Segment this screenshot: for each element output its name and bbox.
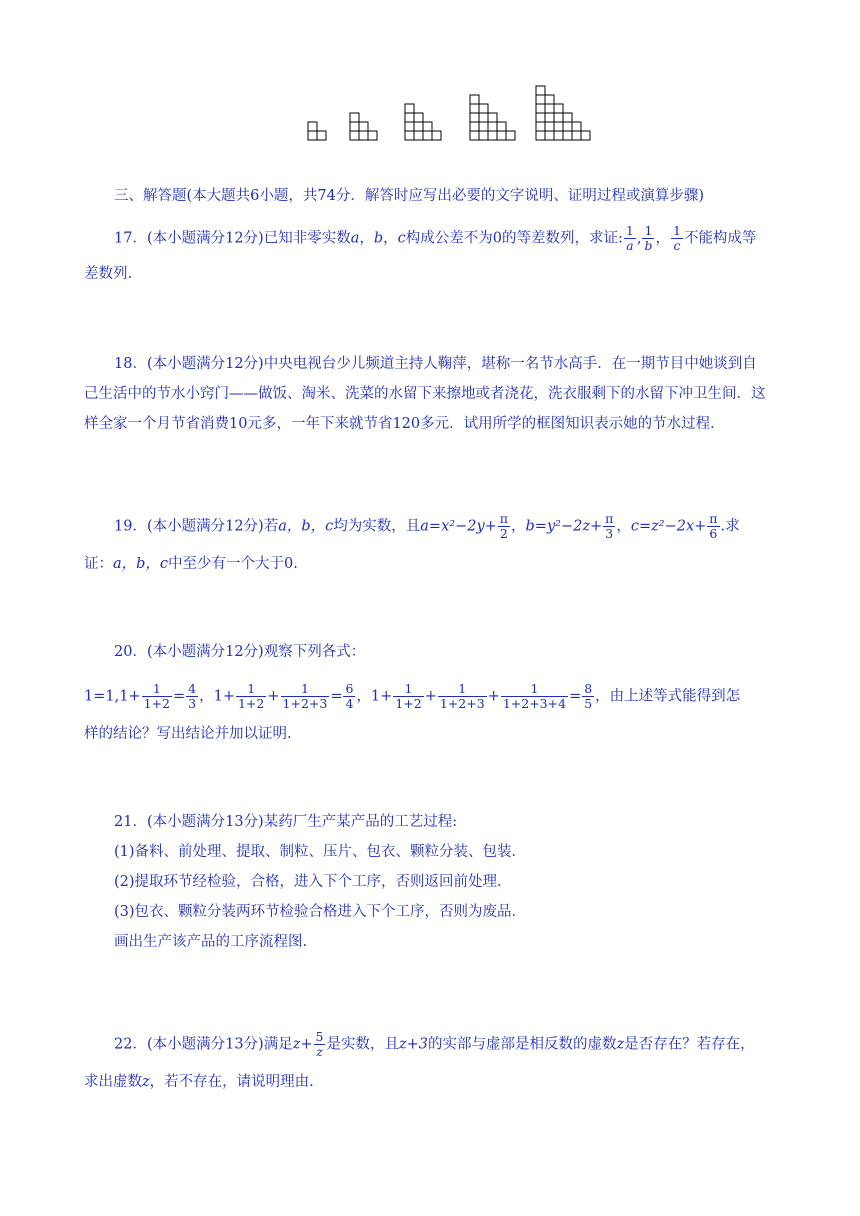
grid-square [470,122,479,131]
grid-square [405,122,414,131]
grid-square [470,113,479,122]
q19-expr-c: c=z²−2x+ [630,518,707,535]
q22-line2-var-z: z [142,1074,150,1090]
grid-square [563,122,572,131]
q20-eq-text-3: ，1+ [356,688,393,705]
q18-line1: 18．(本小题满分12分)中央电视台少儿频道主持人鞠萍，堪称一名节水高手．在一期节目中她谈到自 [114,356,757,372]
grid-square [308,122,317,131]
frac-denominator: b [644,238,653,253]
grid-square [423,131,432,140]
frac-numerator: π [499,511,509,526]
frac-denominator: 3 [605,526,614,541]
frac-numerator: π [709,511,718,526]
q17-fraction-1-over-a [624,224,636,253]
q20-eq1: = [172,688,186,705]
frac-denominator: 1+2 [395,696,422,711]
grid-square [470,95,479,104]
q19-line2-text-1: 证： [84,556,113,572]
q20-eq-text-1: 1=1,1+ [84,688,141,705]
grid-square [414,131,423,140]
frac-numerator: 4 [188,681,197,696]
grid-square [479,122,488,131]
frac-denominator: z [316,1044,323,1059]
q19-fraction-pi-over-2 [498,512,510,541]
grid-square [545,131,554,140]
q17-text-1: 17．(本小题满分12分)已知非零实数 [114,230,351,247]
q18-line3: 样全家一个月节省消费10元多，一年下来就节省120多元．试用所学的框图知识表示她的节水过程． [84,416,725,432]
grid-square [572,131,581,140]
q19-line2-vars: a，b，c [113,556,169,572]
grid-square [488,113,497,122]
grid-square [497,131,506,140]
frac-numerator: 1 [501,682,568,697]
grid-square [488,122,497,131]
grid-square [488,131,497,140]
grid-square [563,113,572,122]
frac-numerator: 5 [315,1029,324,1044]
q19-text-3: .求 [720,518,740,535]
q19-sep-a: ， [511,518,526,535]
staircase-figure-3 [350,113,377,140]
q21-line5: 画出生产该产品的工序流程图. [114,934,308,950]
grid-square [536,104,545,113]
q20-equations [84,682,740,711]
staircase-figure-2 [308,122,326,140]
q22-fraction-5-over-z [314,1030,326,1059]
q22-text-3: 的实部与虚部是相反数的虚数 [427,1036,617,1053]
grid-square [536,95,545,104]
q20-result-a [186,682,198,711]
grid-square [470,104,479,113]
q20-frac-b1 [236,682,266,711]
grid-square [359,122,368,131]
q17-var-a: a [350,230,360,247]
q20-result-b [343,682,355,711]
grid-square [432,131,441,140]
grid-square [423,122,432,131]
q22-line2-text-1: 求出虚数 [84,1074,142,1090]
frac-numerator: 6 [345,681,354,696]
frac-denominator: 2 [499,526,508,541]
q20-line3: 样的结论？写出结论并加以证明. [84,726,292,742]
grid-square [350,122,359,131]
frac-denominator: 1+2+3 [282,696,328,711]
frac-denominator: a [626,238,634,253]
frac-denominator: 4 [345,696,354,711]
q22-line2 [84,1072,314,1092]
q17-comma2: ， [655,230,670,247]
q19-fraction-pi-over-6 [707,512,719,541]
frac-denominator: 1+2 [143,696,170,711]
grid-square [308,131,317,140]
grid-square [414,122,423,131]
grid-square [536,113,545,122]
frac-denominator: 6 [709,526,718,541]
grid-square [581,131,590,140]
grid-square [350,131,359,140]
grid-square [479,113,488,122]
q22-expr-z-plus-3: z+3 [398,1036,428,1053]
q19-sep-b: ， [616,518,631,535]
q20-plus2: + [424,688,437,705]
q19-expr-a: a=x²−2y+ [420,518,497,535]
grid-square [536,86,545,95]
grid-square [545,95,554,104]
q21-line3: (2)提取环节经检验，合格，进入下个工序，否则返回前处理． [114,874,512,890]
q22-text-1: 22．(本小题满分13分)满足 [114,1036,293,1053]
grid-square [368,131,377,140]
staircase-square-figures [300,80,600,144]
q20-plus3: + [487,688,500,705]
frac-denominator: 1+2+3 [439,696,485,711]
q22-text-4: 是否存在？若存在， [624,1036,755,1053]
q21-line1: 21．(本小题满分13分)某药厂生产某产品的工艺过程: [114,814,458,830]
q21-line2: (1)备料、前处理、提取、制粒、压片、包衣、颗粒分装、包装． [114,844,527,860]
q20-frac-a [142,682,172,711]
grid-square [545,122,554,131]
q18-line2: 己生活中的节水小窍门——做饭、淘米、洗菜的水留下来擦地或者浇花，洗衣服剩下的水留下冲卫生间．这 [84,386,766,402]
q22-expr-z: z+ [292,1036,313,1053]
q19-vars: a，b，c [278,518,334,535]
q17-fraction-1-over-b [642,224,654,253]
frac-numerator: 1 [236,682,266,697]
grid-square [554,113,563,122]
q20-frac-c1 [393,682,423,711]
frac-numerator: 1 [438,682,487,697]
q17-line2: 差数列. [84,266,133,282]
q17-sep1: ， [359,230,374,247]
frac-numerator: 8 [584,681,593,696]
q17-comma1: , [636,230,642,247]
section-header: 三、解答题(本大题共6小题，共74分．解答时应写出必要的文字说明、证明过程或演算步骤) [114,188,704,204]
grid-square [359,131,368,140]
q19-expr-b: b=y²−2z+ [525,518,603,535]
grid-square [497,122,506,131]
q19-fraction-pi-over-3 [603,512,615,541]
grid-square [479,104,488,113]
frac-denominator: 1+2+3+4 [502,696,567,711]
q20-eq-text-2: ，1+ [199,688,235,705]
frac-numerator: 1 [672,223,681,238]
grid-square [414,113,423,122]
q20-plus1: + [267,688,280,705]
grid-square [317,131,326,140]
q17-text-2: 构成公差不为0的等差数列，求证: [405,230,623,247]
staircase-figure-5 [470,95,515,140]
frac-numerator: 1 [281,682,330,697]
q22-line2-text-2: ，若不存在，请说明理由. [149,1074,314,1090]
frac-numerator: 1 [142,682,172,697]
q20-eq2: = [330,688,343,705]
grid-square [350,113,359,122]
q20-line1: 20．(本小题满分12分)观察下列各式： [114,644,366,660]
frac-denominator: c [673,238,681,253]
frac-numerator: 1 [642,224,654,239]
q21-line4: (3)包衣、颗粒分装两环节检验合格进入下个工序，否则为废品． [114,904,527,920]
grid-square [572,122,581,131]
q20-eq-text-4: ，由上述等式能得到怎 [595,688,741,705]
q19-line2-text-2: 中至少有一个大于0. [168,556,298,572]
frac-numerator: 1 [393,682,423,697]
q20-frac-c2 [438,682,487,711]
staircase-figure-4 [405,104,441,140]
grid-square [545,113,554,122]
grid-square [405,113,414,122]
q20-result-c [582,682,594,711]
grid-square [405,131,414,140]
grid-square [554,131,563,140]
q17-line1 [114,224,756,253]
q20-frac-c3 [501,682,568,711]
q22-line1 [114,1030,755,1059]
q22-text-2: 是实数，且 [326,1036,399,1053]
q19-line1 [114,512,740,541]
q19-text-2: 均为实数，且 [333,518,421,535]
grid-square [554,122,563,131]
grid-square [479,131,488,140]
grid-square [506,131,515,140]
q17-sep2: ， [383,230,398,247]
grid-square [554,104,563,113]
grid-square [536,122,545,131]
q17-text-3: 不能构成等 [683,230,757,247]
q17-var-c: c [397,230,406,247]
q17-fraction-1-over-c [671,224,683,253]
q22-var-z: z [616,1036,625,1053]
q20-frac-b2 [281,682,330,711]
frac-denominator: 1+2 [237,696,265,711]
grid-square [470,131,479,140]
frac-denominator: 3 [188,696,197,711]
grid-square [563,131,572,140]
frac-numerator: π [605,511,614,526]
q20-eq3: = [569,688,582,705]
grid-square [405,104,414,113]
grid-square [545,104,554,113]
frac-denominator: 5 [584,696,593,711]
grid-square [536,131,545,140]
q19-line2 [84,554,298,574]
q17-var-b: b [373,230,384,247]
staircase-figure-6 [536,86,590,140]
q19-text-1: 19．(本小题满分12分)若 [114,518,279,535]
frac-numerator: 1 [625,223,634,238]
